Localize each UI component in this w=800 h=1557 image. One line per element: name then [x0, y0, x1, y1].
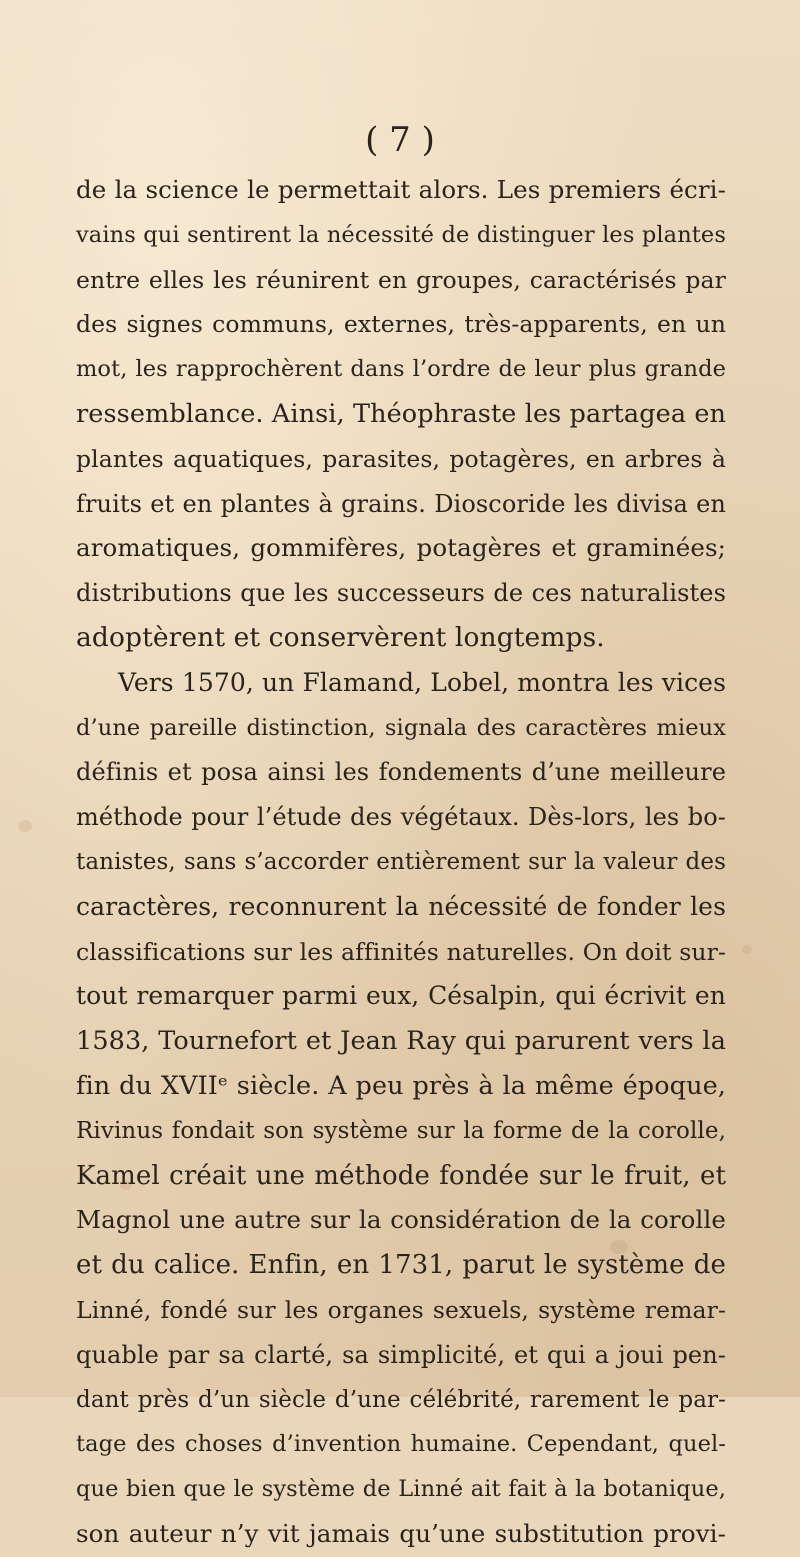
- text-line: 1583, Tournefort et Jean Ray qui parurent vers la: [76, 1026, 726, 1057]
- text-line: plantes aquatiques, parasites, potagères, en arbres à: [76, 444, 726, 473]
- text-line: Linné, fondé sur les organes sexuels, système remar-: [76, 1295, 726, 1324]
- text-line: Vers 1570, un Flamand, Lobel, montra les vices: [118, 667, 726, 697]
- text-line: son auteur n’y vit jamais qu’une substitution provi-: [76, 1518, 726, 1548]
- text-line: des signes communs, externes, très-apparents, en un: [76, 310, 726, 339]
- text-line: classifications sur les affinités naturelles. On doit sur-: [76, 937, 726, 966]
- page-number: ( 7 ): [365, 120, 435, 160]
- text-line: aromatiques, gommifères, potagères et graminées;: [76, 533, 726, 563]
- text-line: Rivinus fondait son système sur la forme de la corolle,: [76, 1117, 726, 1144]
- text-line: d’une pareille distinction, signala des caractères mieux: [76, 714, 726, 741]
- text-line: tanistes, sans s’accorder entièrement sur la valeur des: [76, 848, 726, 875]
- text-line: vains qui sentirent la nécessité de distinguer les plantes: [76, 221, 726, 248]
- text-line: Kamel créait une méthode fondée sur le fruit, et: [76, 1160, 726, 1191]
- text-line: mot, les rapprochèrent dans l’ordre de leur plus grande: [76, 356, 726, 383]
- text-line: distributions que les successeurs de ces naturalistes: [76, 579, 726, 608]
- body-text: [76, 168, 726, 1557]
- text-line: tout remarquer parmi eux, Césalpin, qui écrivit en: [76, 981, 726, 1011]
- text-line: fruits et en plantes à grains. Dioscoride les divisa en: [76, 489, 726, 518]
- text-line: de la science le permettait alors. Les premiers écri-: [76, 175, 726, 204]
- text-line: méthode pour l’étude des végétaux. Dès-lors, les bo-: [76, 803, 726, 832]
- text-line: fin du XVIIᵉ siècle. A peu près à la même époque,: [76, 1070, 726, 1101]
- text-line: Magnol une autre sur la considération de la corolle: [76, 1205, 726, 1235]
- text-line: définis et posa ainsi les fondements d’une meilleure: [76, 758, 726, 787]
- foxing-spot: [742, 945, 752, 954]
- text-line: dant près d’un siècle d’une célébrité, rarement le par-: [76, 1386, 726, 1413]
- text-line: tage des choses d’invention humaine. Cependant, quel-: [76, 1431, 726, 1458]
- foxing-spot: [18, 820, 32, 832]
- text-line: que bien que le système de Linné ait fait à la botanique,: [76, 1476, 726, 1503]
- text-line: quable par sa clarté, sa simplicité, et qui a joui pen-: [76, 1340, 726, 1369]
- text-line: caractères, reconnurent la nécessité de fonder les: [76, 891, 726, 921]
- text-line: et du calice. Enfin, en 1731, parut le système de: [76, 1250, 726, 1281]
- text-line: entre elles les réunirent en groupes, caractérisés par: [76, 265, 726, 294]
- text-line: ressemblance. Ainsi, Théophraste les partagea en: [76, 398, 727, 429]
- text-line: adoptèrent et conservèrent longtemps.: [76, 621, 605, 653]
